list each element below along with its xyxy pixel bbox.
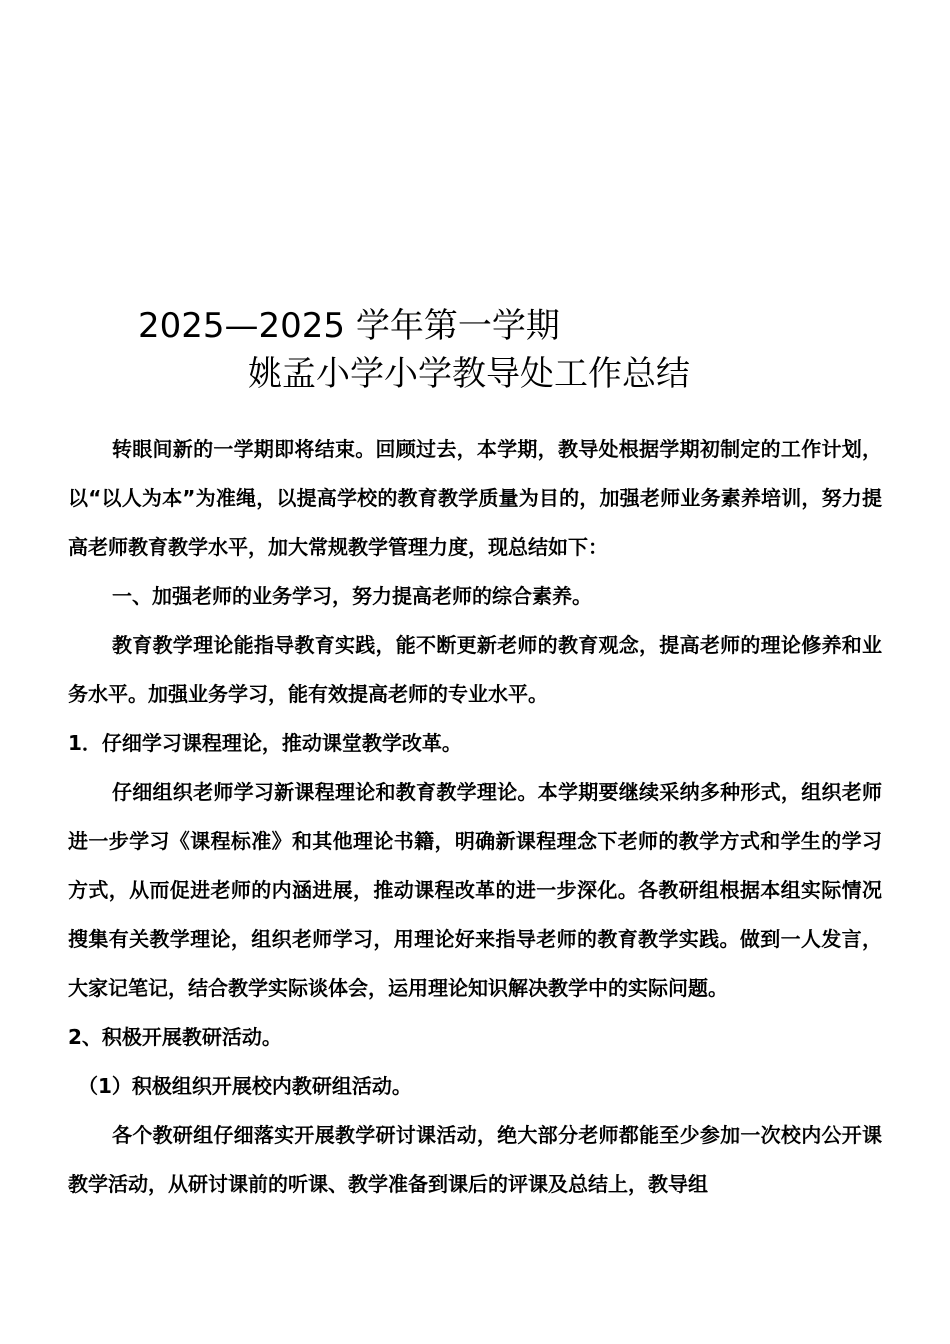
- document-title-line-2: 姚孟小学小学教导处工作总结: [248, 354, 690, 394]
- intro-paragraph: 转眼间新的一学期即将结束。回顾过去，本学期，教导处根据学期初制定的工作计划，以“以人为本”为准绳，以提高学校的教育教学质量为目的，加强老师业务素养培训，努力提高老师教育教学水平，加大常规教学管理力度，现总结如下：: [68, 437, 882, 559]
- subsection-heading-1: 1．仔细学习课程理论，推动课堂教学改革。: [68, 731, 462, 755]
- section-heading-1: 一、加强老师的业务学习，努力提高老师的综合素养。: [112, 584, 592, 608]
- document-body: [68, 425, 882, 1209]
- body-paragraph: 仔细组织老师学习新课程理论和教育教学理论。本学期要继续采纳多种形式，组织老师进一步学习《课程标准》和其他理论书籍，明确新课程理念下老师的教学方式和学生的学习方式，从而促进老师的内涵进展，推动课程改革的进一步深化。各教研组根据本组实际情况搜集有关教学理论，组织老师学习，用理论好来指导老师的教育教学实践。做到一人发言，大家记笔记，结合教学实际谈体会，运用理论知识解决教学中的实际问题。: [68, 780, 882, 1000]
- body-paragraph: 各个教研组仔细落实开展教学研讨课活动，绝大部分老师都能至少参加一次校内公开课教学活动，从研讨课前的听课、教学准备到课后的评课及总结上，教导组: [68, 1123, 882, 1196]
- subsection-heading-2: 2、积极开展教研活动。: [68, 1025, 282, 1049]
- document-title-line-1: 2025—2025 学年第一学期: [138, 306, 560, 346]
- body-paragraph: 教育教学理论能指导教育实践，能不断更新老师的教育观念，提高老师的理论修养和业务水平。加强业务学习，能有效提高老师的专业水平。: [68, 633, 882, 706]
- subsection-item-heading: （1）积极组织开展校内教研组活动。: [78, 1074, 412, 1098]
